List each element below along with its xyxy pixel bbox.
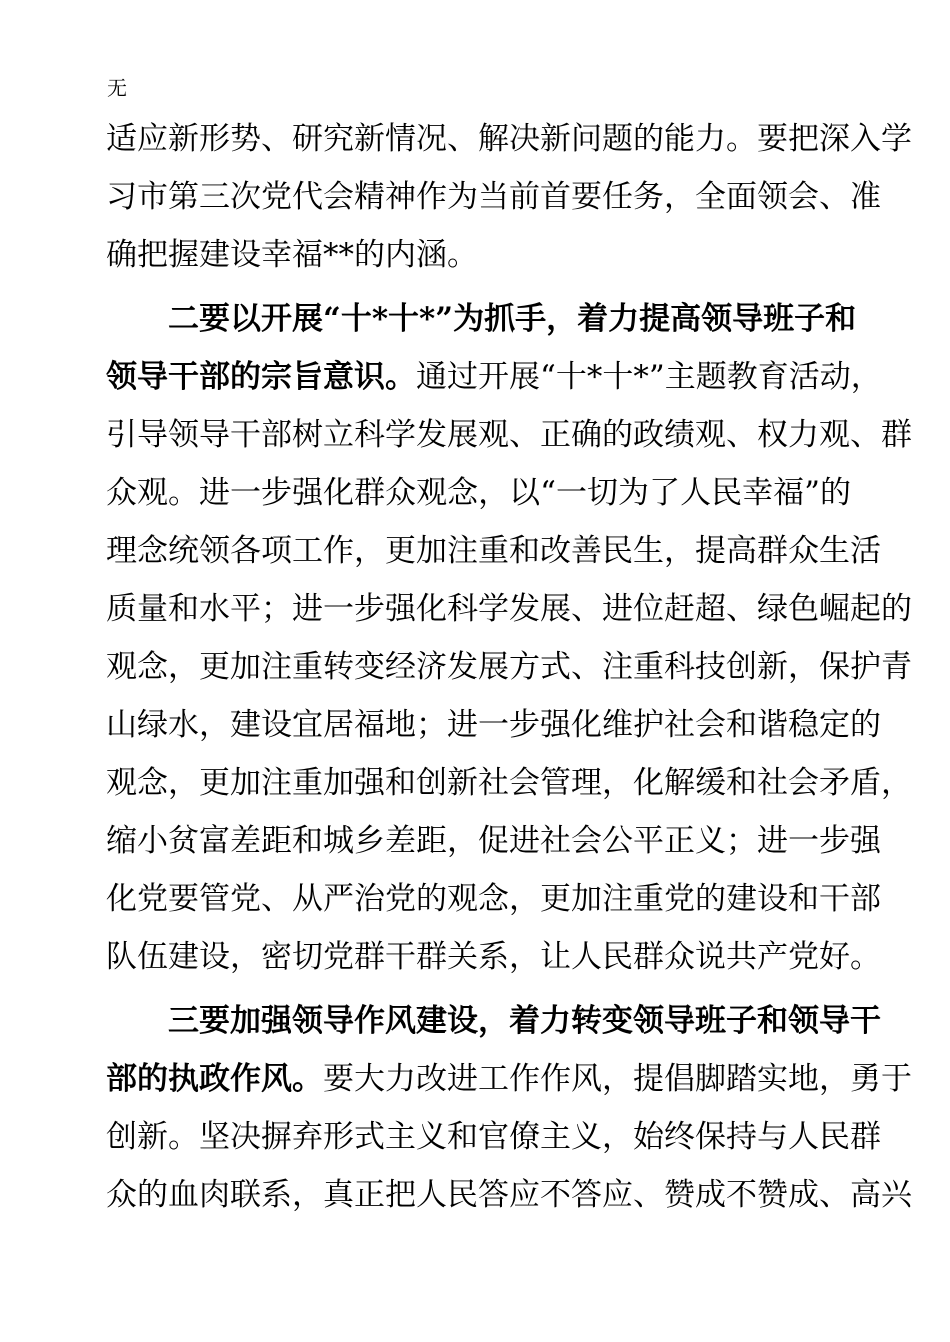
paragraph-text: 通过开展“十*十*”主题教育活动， bbox=[416, 359, 882, 395]
section-heading-tail: 领导干部的宗旨意识。 bbox=[106, 359, 416, 395]
paragraph-text: 要大力改进工作作风，提倡脚踏实地，勇于 bbox=[323, 1061, 912, 1097]
paragraph-line bbox=[106, 348, 882, 406]
paragraph-line: 众的血肉联系，真正把人民答应不答应、赞成不赞成、高兴 bbox=[106, 1177, 912, 1213]
paragraph-line: 山绿水，建设宜居福地；进一步强化维护社会和谐稳定的 bbox=[106, 707, 881, 743]
paragraph-line: 化党要管党、从严治党的观念，更加注重党的建设和干部 bbox=[106, 881, 881, 917]
paragraph-line: 质量和水平；进一步强化科学发展、进位赶超、绿色崛起的 bbox=[106, 591, 912, 627]
paragraph-line bbox=[106, 1050, 912, 1108]
paragraph-line: 队伍建设，密切党群干群关系，让人民群众说共产党好。 bbox=[106, 939, 881, 975]
paragraph-line: 观念，更加注重转变经济发展方式、注重科技创新，保护青 bbox=[106, 649, 912, 685]
section-heading: 三要加强领导作风建设，着力转变领导班子和领导干 bbox=[168, 1003, 881, 1039]
section-heading-tail: 部的执政作风。 bbox=[106, 1061, 323, 1097]
section-heading: 二要以开展“十*十*”为抓手，着力提高领导班子和 bbox=[168, 301, 857, 337]
paragraph-line: 确把握建设幸福**的内涵。 bbox=[106, 237, 478, 273]
paragraph-line: 观念，更加注重加强和创新社会管理，化解缓和社会矛盾， bbox=[106, 765, 912, 801]
paragraph-line: 创新。坚决摒弃形式主义和官僚主义，始终保持与人民群 bbox=[106, 1119, 881, 1155]
paragraph-line: 引导领导干部树立科学发展观、正确的政绩观、权力观、群 bbox=[106, 417, 912, 453]
paragraph-line: 理念统领各项工作，更加注重和改善民生，提高群众生活 bbox=[106, 533, 881, 569]
paragraph-line: 众观。进一步强化群众观念，以“一切为了人民幸福”的 bbox=[106, 475, 851, 511]
paragraph-line: 习市第三次党代会精神作为当前首要任务，全面领会、准 bbox=[106, 179, 881, 215]
paragraph-line: 缩小贫富差距和城乡差距，促进社会公平正义；进一步强 bbox=[106, 823, 881, 859]
paragraph-line: 适应新形势、研究新情况、解决新问题的能力。要把深入学 bbox=[106, 121, 912, 157]
page-header-mark: 无 bbox=[107, 76, 127, 100]
